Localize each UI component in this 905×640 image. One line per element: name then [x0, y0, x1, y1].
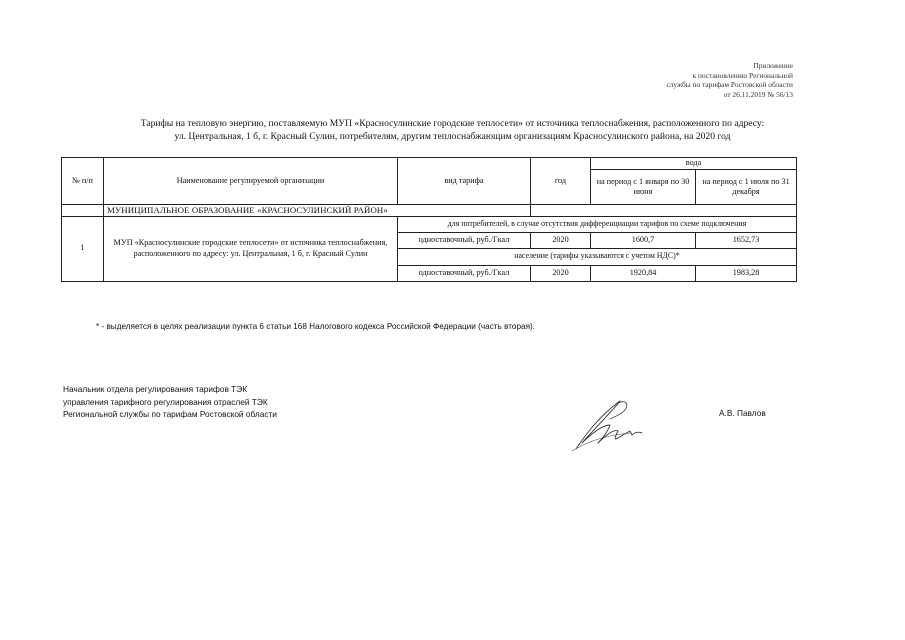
row-number: 1 — [62, 216, 104, 281]
header-period1: на период с 1 января по 30 июня — [591, 170, 696, 205]
year-cell: 2020 — [531, 265, 591, 281]
empty-cell — [531, 205, 797, 217]
appendix-line: службы по тарифам Ростовской области — [666, 80, 793, 90]
appendix-line: от 26.11.2019 № 56/13 — [723, 89, 793, 99]
year-cell: 2020 — [531, 232, 591, 248]
period1-value: 1920,84 — [591, 265, 696, 281]
empty-cell — [62, 205, 104, 217]
header-year: год — [531, 158, 591, 205]
municipality-name: МУНИЦИПАЛЬНОЕ ОБРАЗОВАНИЕ «КРАСНОСУЛИНСКИЙ РАЙОН» — [104, 205, 531, 217]
signer-block — [63, 383, 277, 421]
signer-line: Региональной службы по тарифам Ростовской области — [63, 409, 277, 420]
appendix-line: Приложение — [753, 61, 793, 70]
organization-name: МУП «Красносулинские городские теплосети» от источника теплоснабжения, расположенного по адресу: ул. Центральная, 1 б, г. Красный Сулин — [104, 216, 398, 281]
tariff-table — [61, 157, 797, 282]
footnote: * - выделяется в целях реализации пункта 6 статьи 168 Налогового кодекса Российской Федерации (часть вторая). — [96, 322, 536, 331]
header-tariff-type: вид тарифа — [398, 158, 531, 205]
signer-name: А.В. Павлов — [719, 408, 766, 418]
consumer-category: население (тарифы указываются с учетом НДС)* — [398, 248, 797, 265]
header-group-water: вода — [591, 158, 797, 170]
period2-value: 1652,73 — [696, 232, 797, 248]
tariff-type-cell: одноставочный, руб./Гкал — [398, 265, 531, 281]
period1-value: 1600,7 — [591, 232, 696, 248]
municipality-row — [62, 205, 797, 217]
table-row — [62, 216, 797, 232]
appendix-block — [666, 61, 793, 99]
title-line: ул. Центральная, 1 б, г. Красный Сулин, потребителям, другим теплоснабжающим организациям Красносулинского района, на 2020 год — [174, 130, 731, 142]
document-title — [60, 118, 845, 143]
header-num: № п/п — [62, 158, 104, 205]
header-org: Наименование регулируемой организации — [104, 158, 398, 205]
title-line: Тарифы на тепловую энергию, поставляемую МУП «Красносулинские городские теплосети» от источника теплоснабжения, расположенного по адресу: — [140, 118, 765, 129]
tariff-type-cell: одноставочный, руб./Гкал — [398, 232, 531, 248]
header-row — [62, 158, 797, 170]
consumer-category: для потребителей, в случае отсутствия дифференциации тарифов по схеме подключения — [398, 216, 797, 232]
period2-value: 1983,28 — [696, 265, 797, 281]
signer-line: Начальник отдела регулирования тарифов ТЭК — [63, 384, 248, 394]
appendix-line: к постановлению Региональной — [692, 70, 793, 80]
signature-image — [568, 395, 650, 453]
signer-line: управления тарифного регулирования отраслей ТЭК — [63, 396, 268, 407]
header-period2: на период с 1 июля по 31 декабря — [696, 170, 797, 205]
